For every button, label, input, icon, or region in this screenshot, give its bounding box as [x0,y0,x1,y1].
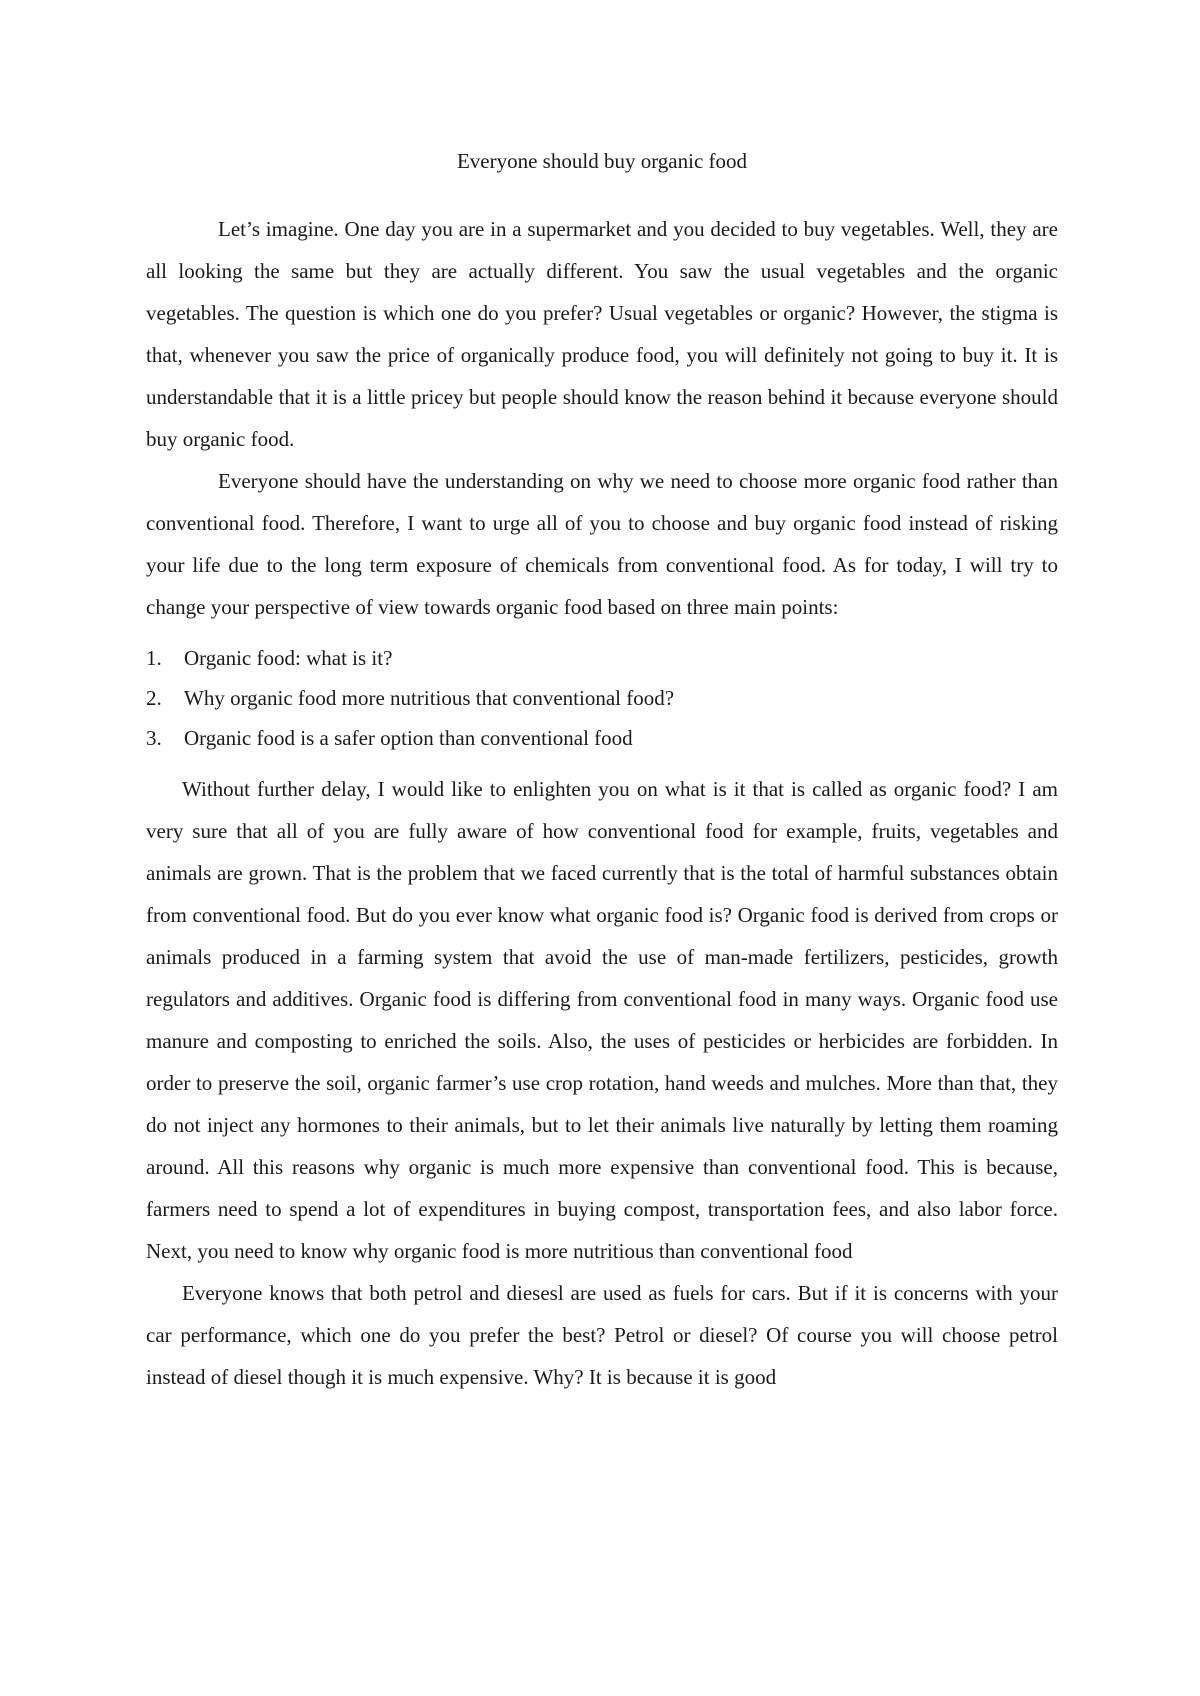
document-title: Everyone should buy organic food [456,149,748,173]
list-item [146,678,1058,718]
list-item-text: Organic food: what is it? [184,646,393,670]
list-item-number: 2. [146,686,162,710]
list-item-text: Why organic food more nutritious that conventional food? [184,686,675,710]
list-item-number: 3. [146,726,162,750]
paragraph-fuel-analogy: Everyone knows that both petrol and diesesl are used as fuels for cars. But if it is concerns with your car performance, which one do you prefer the best? Petrol or diesel? Of course you will choose petrol instead of diesel though it is much expensive. Why? It is because it is good [146,1281,1058,1389]
paragraph-purpose: Everyone should have the understanding on why we need to choose more organic food rather than conventional food. Therefore, I want to urge all of you to choose and buy organic food instead of risking your life due to the long term exposure of chemicals from conventional food. As for today, I will try to change your perspective of view towards organic food based on three main points: [146,469,1058,619]
list-item [146,718,1058,758]
list-item-text: Organic food is a safer option than conventional food [184,726,633,750]
paragraph-organic-definition: Without further delay, I would like to enlighten you on what is it that is called as organic food? I am very sure that all of you are fully aware of how conventional food for example, fruits, vegetables and animals are grown. That is the problem that we faced currently that is the total of harmful substances obtain from conventional food. But do you ever know what organic food is? Organic food is derived from crops or animals produced in a farming system that avoid the use of man-made fertilizers, pesticides, growth regulators and additives. Organic food is differing from conventional food in many ways. Organic food use manure and composting to enriched the soils. Also, the uses of pesticides or herbicides are forbidden. In order to preserve the soil, organic farmer’s use crop rotation, hand weeds and mulches. More than that, they do not inject any hormones to their animals, but to let their animals live naturally by letting them roaming around. All this reasons why organic is much more expensive than conventional food. This is because, farmers need to spend a lot of expenditures in buying compost, transportation fees, and also labor force. Next, you need to know why organic food is more nutritious than conventional food [146,777,1058,1263]
main-points-list [146,638,1058,758]
list-item-number: 1. [146,646,162,670]
paragraph-introduction: Let’s imagine. One day you are in a supermarket and you decided to buy vegetables. Well, they are all looking the same but they are actually different. You saw the usual vegetables and the organic vegetables. The question is which one do you prefer? Usual vegetables or organic? However, the stigma is that, whenever you saw the price of organically produce food, you will definitely not going to buy it. It is understandable that it is a little pricey but people should know the reason behind it because everyone should buy organic food. [146,217,1058,451]
document-body [146,146,1058,1398]
list-item [146,638,1058,678]
